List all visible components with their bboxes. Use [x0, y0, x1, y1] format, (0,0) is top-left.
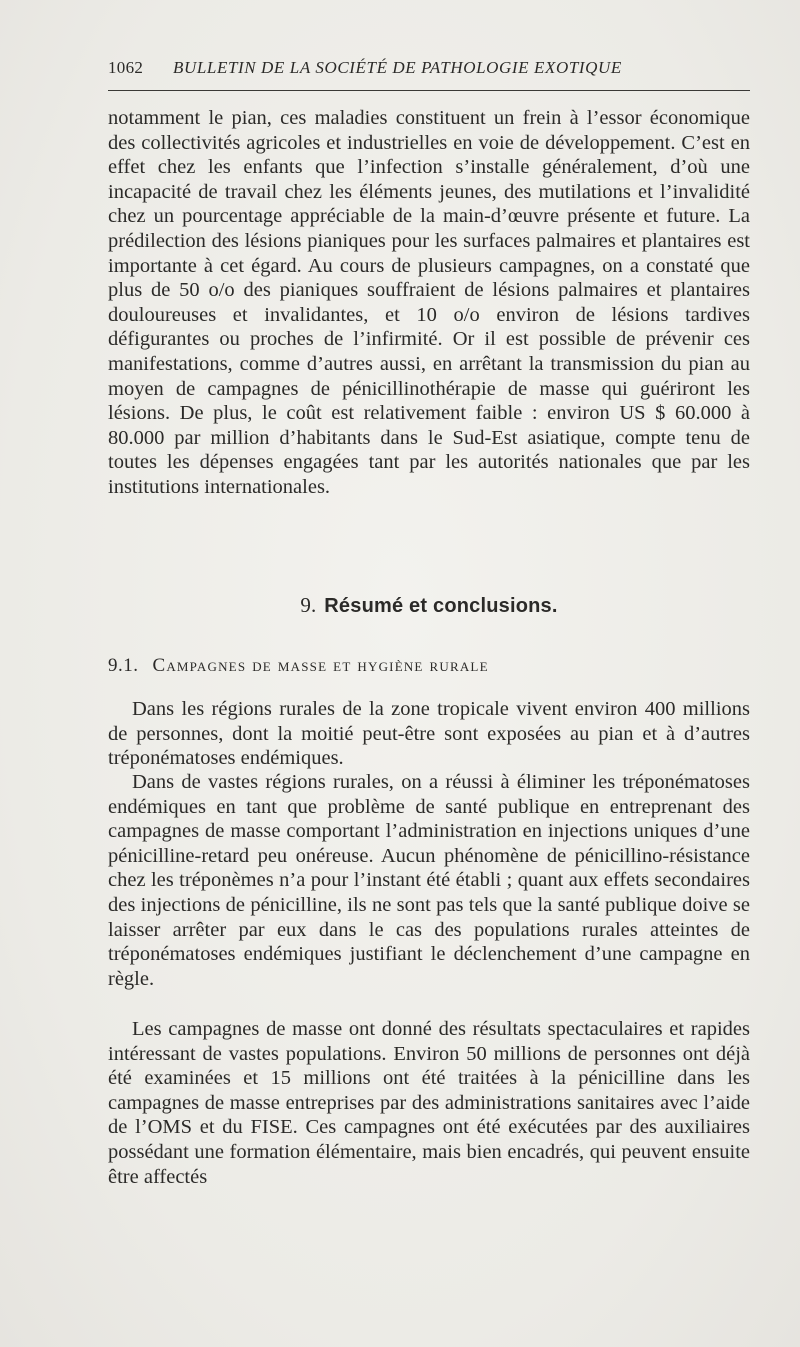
journal-title: BULLETIN DE LA SOCIÉTÉ DE PATHOLOGIE EXOTIQUE [173, 58, 622, 77]
page-number: 1062 [108, 58, 144, 77]
section-heading [108, 593, 750, 618]
subsection-number: 9.1. [108, 655, 139, 676]
section-number: 9. [300, 593, 317, 617]
subsection-heading [108, 655, 750, 677]
section-title: Résumé et conclusions. [324, 595, 558, 617]
body-paragraph: notamment le pian, ces maladies constituent un frein à l’essor économique des collectivités agricoles et industrielles en voie de développement. C’est en effet chez les enfants que l’infection s’installe généralement, d’où une incapacité de travail chez les éléments jeunes, des mutilations et l’invalidité chez un pourcentage appréciable de la main-d’œuvre présente et future. La prédilection des lésions pianiques pour les surfaces palmaires et plantaires est importante à cet égard. Au cours de plusieurs campagnes, on a constaté que plus de 50 o/o des pianiques souffraient de lésions palmaires et plantaires douloureuses et invalidantes, et 10 o/o environ de lésions tardives défigurantes ou proches de l’infirmité. Or il est possible de prévenir ces manifestations, comme d’autres aussi, en arrêtant la transmission du pian au moyen de campagnes de pénicillinothérapie de masse qui guériront les lésions. De plus, le coût est relativement faible : environ US $ 60.000 à 80.000 par million d’habitants dans le Sud-Est asiatique, compte tenu de toutes les dépenses engagées tant par les autorités nationales que par les institutions internationales. [108, 107, 750, 498]
running-header [108, 58, 750, 84]
header-rule [108, 90, 750, 91]
subsection-paragraph: Dans de vastes régions rurales, on a réussi à éliminer les tréponématoses endémiques en tant que problème de santé publique en entreprenant des campagnes de masse comportant l’administration en injections uniques d’une pénicilline-retard peu onéreuse. Aucun phénomène de pénicillino-résistance chez les tréponèmes n’a pour l’instant été établi ; quant aux effets secondaires des injections de pénicilline, ils ne sont pas tels que la santé publique doive se laisser arrêter par eux dans le cas des populations rurales atteintes de tréponématoses endémiques justifiant le déclenchement d’une campagne en règle. [108, 771, 750, 990]
subsection-paragraph: Dans les régions rurales de la zone tropicale vivent environ 400 millions de personnes, dont la moitié peut-être sont exposées au pian et à d’autres tréponématoses endémiques. [108, 698, 750, 770]
subsection-title: Campagnes de masse et hygiène rurale [152, 655, 489, 676]
subsection-paragraph: Les campagnes de masse ont donné des résultats spectaculaires et rapides intéressant de vastes populations. Environ 50 millions de personnes ont déjà été examinées et 15 millions ont été traitées à la pénicilline dans les campagnes de masse entreprises par des administrations sanitaires avec l’aide de l’OMS et du FISE. Ces campagnes ont été exécutées par des auxiliaires possédant une formation élémentaire, mais bien encadrés, qui peuvent ensuite être affectés [108, 1018, 750, 1188]
